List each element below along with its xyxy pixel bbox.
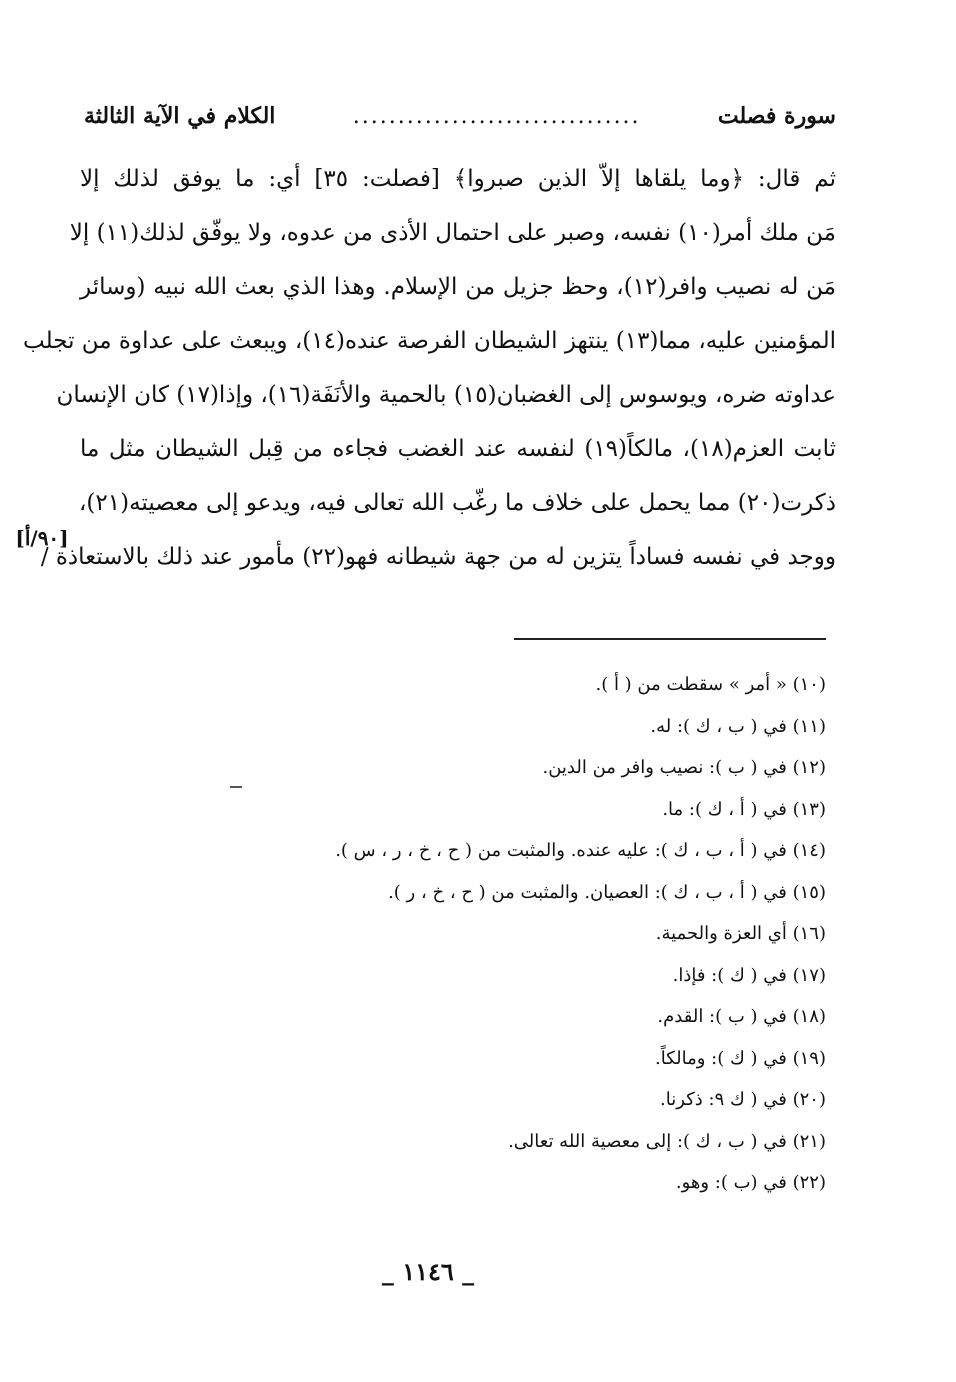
running-header	[84, 96, 836, 136]
footnote: (٢١) في ( ب ، ك ): إلى معصية الله تعالى.	[508, 1130, 826, 1152]
text-line: المؤمنين عليه، مما(١٣) ينتهز الشيطان الفرصة عنده(١٤)، ويبعث على عداوة من تجلب	[23, 328, 836, 354]
footnote: (١٧) في ( ك ): فإذا.	[672, 964, 826, 986]
scan-artifact-line	[230, 786, 242, 788]
footnote: (١٥) في ( أ ، ب ، ك ): العصيان. والمثبت من ( ح ، خ ، ر ).	[388, 881, 826, 903]
text-line: ثم قال: ﴿وما يلقاها إلاّ الذين صبروا﴾ [فصلت: ٣٥] أي: ما يوفق لذلك إلا	[80, 166, 836, 192]
footnote: (١٣) في ( أ ، ك ): ما.	[662, 798, 826, 820]
manuscript-folio-marker: [٩٠/أ]	[15, 526, 69, 550]
footnote-separator	[514, 638, 826, 640]
page-number: _ ١١٤٦ _	[381, 1257, 475, 1286]
footnote: (١١) في ( ب ، ك ): له.	[650, 715, 826, 737]
header-section-title: الكلام في الآية الثالثة	[84, 103, 276, 129]
header-surah-title: سورة فصلت	[717, 103, 836, 129]
footnote: (١٤) في ( أ ، ب ، ك ): عليه عنده. والمثبت من ( ح ، خ ، ر ، س ).	[335, 840, 826, 861]
text-line: ووجد في نفسه فساداً يتزين له من جهة شيطانه فهو(٢٢) مأمور عند ذلك بالاستعاذة /	[40, 544, 836, 570]
text-line: مَن له نصيب وافر(١٢)، وحظ جزيل من الإسلام. وهذا الذي بعث الله نبيه (وسائر	[80, 274, 836, 300]
footnote: (١٦) أي العزة والحمية.	[655, 923, 826, 944]
header-leader-dots: ................................	[352, 103, 641, 129]
footnote: (١٢) في ( ب ): نصيب وافر من الدين.	[542, 757, 826, 778]
footnote: (٢٠) في ( ك ٩: ذكرنا.	[660, 1089, 826, 1110]
text-line: عداوته ضره، ويوسوس إلى الغضبان(١٥) بالحمية والأنَفَة(١٦)، وإذا(١٧) كان الإنسان	[56, 382, 836, 408]
footnote: (١٠) « أمر » سقطت من ( أ ).	[595, 674, 826, 695]
footnote: (١٩) في ( ك ): ومالكاً.	[654, 1047, 826, 1069]
footnotes	[240, 664, 826, 1204]
text-line: ثابت العزم(١٨)، مالكاً(١٩) لنفسه عند الغضب فجاءه من قِبل الشيطان مثل ما	[80, 436, 836, 462]
text-line: ذكرت(٢٠) مما يحمل على خلاف ما رغّب الله تعالى فيه، ويدعو إلى معصيته(٢١)،	[78, 490, 836, 516]
footnote: (١٨) في ( ب ): القدم.	[657, 1006, 826, 1027]
text-line: مَن ملك أمر(١٠) نفسه، وصبر على احتمال الأذى من عدوه، ولا يوفّق لذلك(١١) إلا	[69, 220, 836, 246]
footnote: (٢٢) في (ب ): وهو.	[675, 1172, 826, 1193]
